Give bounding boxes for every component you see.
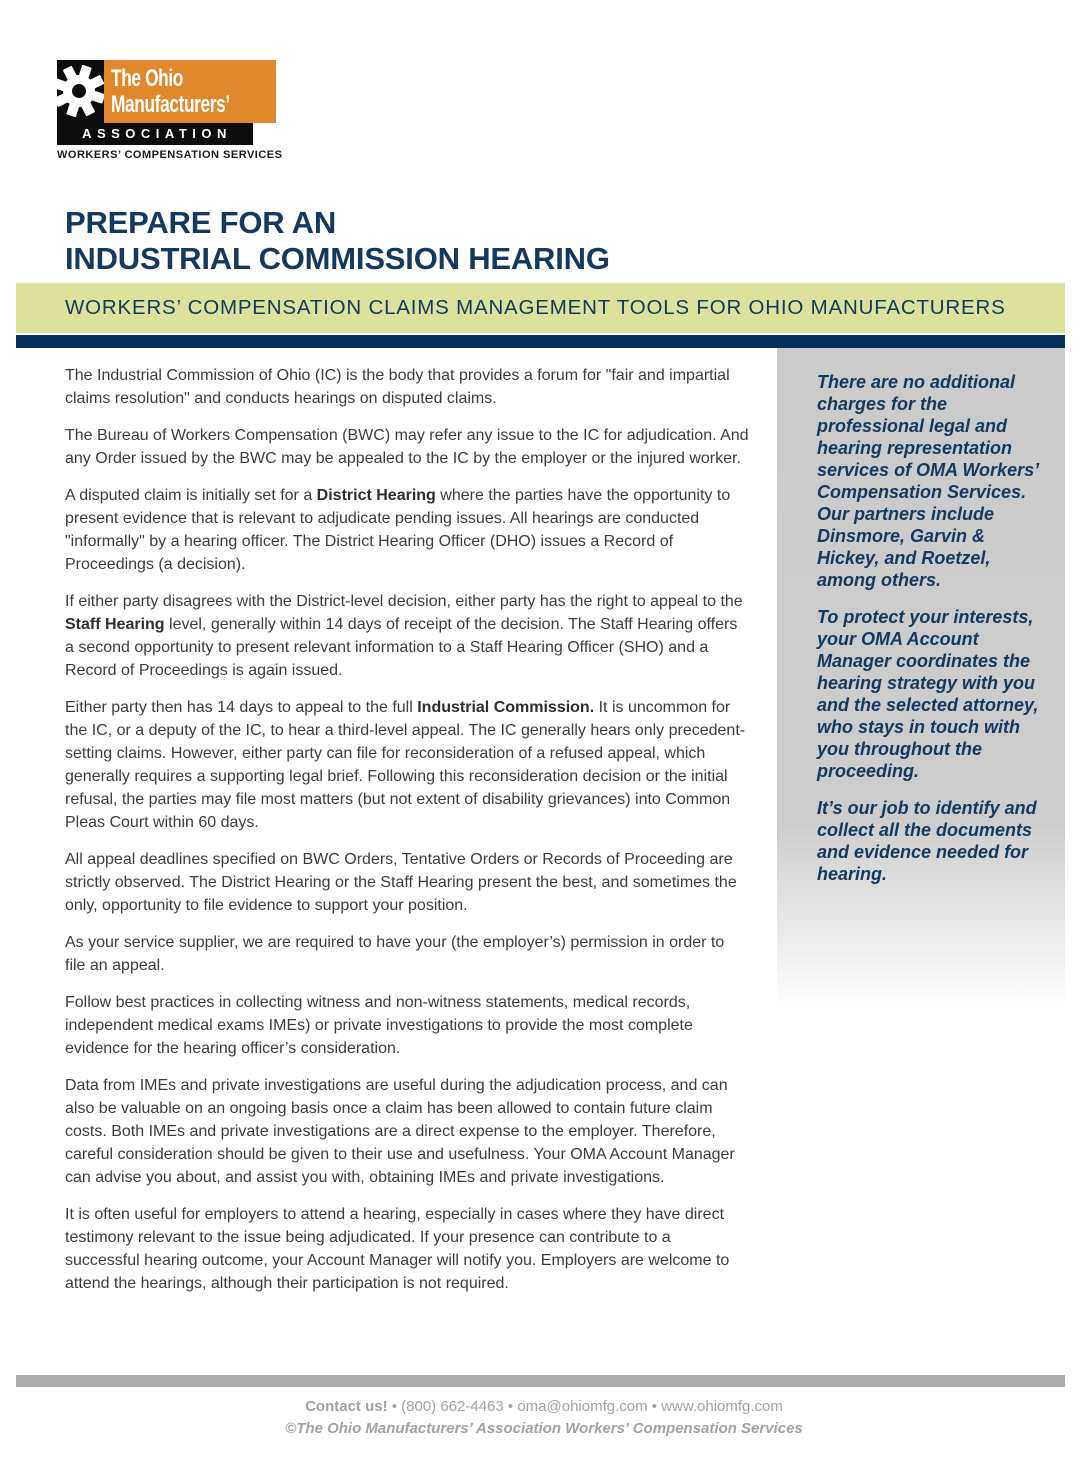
document-page (0, 60, 1088, 1468)
oma-logo (57, 60, 283, 161)
subtitle-banner (16, 283, 1065, 333)
body-paragraph: A disputed claim is initially set for a District Hearing where the parties have the opportunity to present evidence that is relevant to adjudicate pending issues. All hearings are conducted "informally" by a hearing officer. The District Hearing Officer (DHO) issues a Record of Proceedings (a decision). (65, 487, 731, 573)
body-paragraph: The Bureau of Workers Compensation (BWC) may refer any issue to the IC for adjudication. And any Order issued by the BWC may be appealed to the IC by the employer or the injured worker. (65, 427, 749, 467)
body-paragraph: The Industrial Commission of Ohio (IC) is the body that provides a forum for "fair and impartial claims resolution" and conducts hearings on disputed claims. (65, 367, 730, 407)
body-paragraph: Either party then has 14 days to appeal to the full Industrial Commission. It is uncommon for the IC, or a deputy of the IC, to hear a third-level appeal. The IC generally hears only precedent-setting claims. However, either party can file for reconsideration of a refused appeal, which generally requires a supporting legal brief. Following this reconsideration decision or the initial refusal, the parties may file most matters (but not extent of disability grievances) into Common Pleas Court within 60 days. (65, 699, 746, 831)
article-body (16, 348, 777, 1309)
gear-icon (57, 60, 104, 123)
callout-sidebar (777, 348, 1065, 1309)
page-title-line1: PREPARE FOR AN (65, 205, 337, 240)
subtitle-banner-text: WORKERS’ COMPENSATION CLAIMS MANAGEMENT TOOLS FOR OHIO MANUFACTURERS (65, 296, 1006, 319)
contact-line (0, 1398, 1088, 1415)
logo-name-line1: The Ohio (111, 65, 183, 92)
logo-top (57, 60, 253, 123)
logo-tagline: WORKERS’ COMPENSATION SERVICES (57, 149, 283, 161)
body-paragraph: All appeal deadlines specified on BWC Orders, Tentative Orders or Records of Proceeding are strictly observed. The District Hearing or the Staff Hearing present the best, and sometimes the only, opportunity to file evidence to support your position. (65, 851, 737, 914)
logo-association-bar: ASSOCIATION (57, 123, 253, 145)
body-paragraph: It is often useful for employers to attend a hearing, especially in cases where they have direct testimony relevant to the issue being adjudicated. If your presence can contribute to a successful hearing outcome, your Account Manager will notify you. Employers are welcome to attend the hearings, although their participation is not required. (65, 1206, 730, 1292)
sidebar-paragraph: There are no additional charges for the professional legal and hearing representation services of OMA Workers’ Compensation Services. Our partners include Dinsmore, Garvin & Hickey, and Roetzel, among others. (817, 372, 1039, 590)
content-area (16, 348, 1065, 1309)
divider-rule (16, 335, 1065, 348)
copyright-line: ©The Ohio Manufacturers’ Association Workers’ Compensation Services (285, 1420, 803, 1437)
logo-name-line2: Manufacturers’ (111, 91, 230, 118)
contact-label: Contact us! (305, 1398, 388, 1415)
page-title (65, 205, 1088, 277)
sidebar-paragraph: To protect your interests, your OMA Account Manager coordinates the hearing strategy with you and the selected attorney, who stays in touch with you throughout the proceeding. (817, 607, 1039, 781)
footer-rule (16, 1375, 1065, 1387)
sidebar-paragraph: It’s our job to identify and collect all the documents and evidence needed for hearing. (817, 798, 1037, 884)
body-paragraph: Data from IMEs and private investigations are useful during the adjudication process, and can also be valuable on an ongoing basis once a claim has been allowed to contain future claim costs. Both IMEs and private investigations are a direct expense to the employer. Therefore, careful consideration should be given to their use and usefulness. Your OMA Account Manager can advise you about, and assist you with, obtaining IMEs and private investigations. (65, 1077, 735, 1186)
page-title-line2: INDUSTRIAL COMMISSION HEARING (65, 241, 610, 276)
contact-details: • (800) 662-4463 • oma@ohiomfg.com • www.ohiomfg.com (387, 1398, 783, 1415)
body-paragraph: Follow best practices in collecting witness and non-witness statements, medical records, independent medical exams IMEs) or private investigations to provide the most complete evidence for the hearing officer’s consideration. (65, 994, 693, 1057)
body-paragraph: As your service supplier, we are required to have your (the employer’s) permission in order to file an appeal. (65, 934, 725, 974)
logo-wordmark (104, 60, 276, 123)
page-footer (0, 1375, 1088, 1437)
body-paragraph: If either party disagrees with the District-level decision, either party has the right to appeal to the Staff Hearing level, generally within 14 days of receipt of the decision. The Staff Hearing offers a second opportunity to present relevant information to a Staff Hearing Officer (SHO) and a Record of Proceedings is again issued. (65, 593, 743, 679)
